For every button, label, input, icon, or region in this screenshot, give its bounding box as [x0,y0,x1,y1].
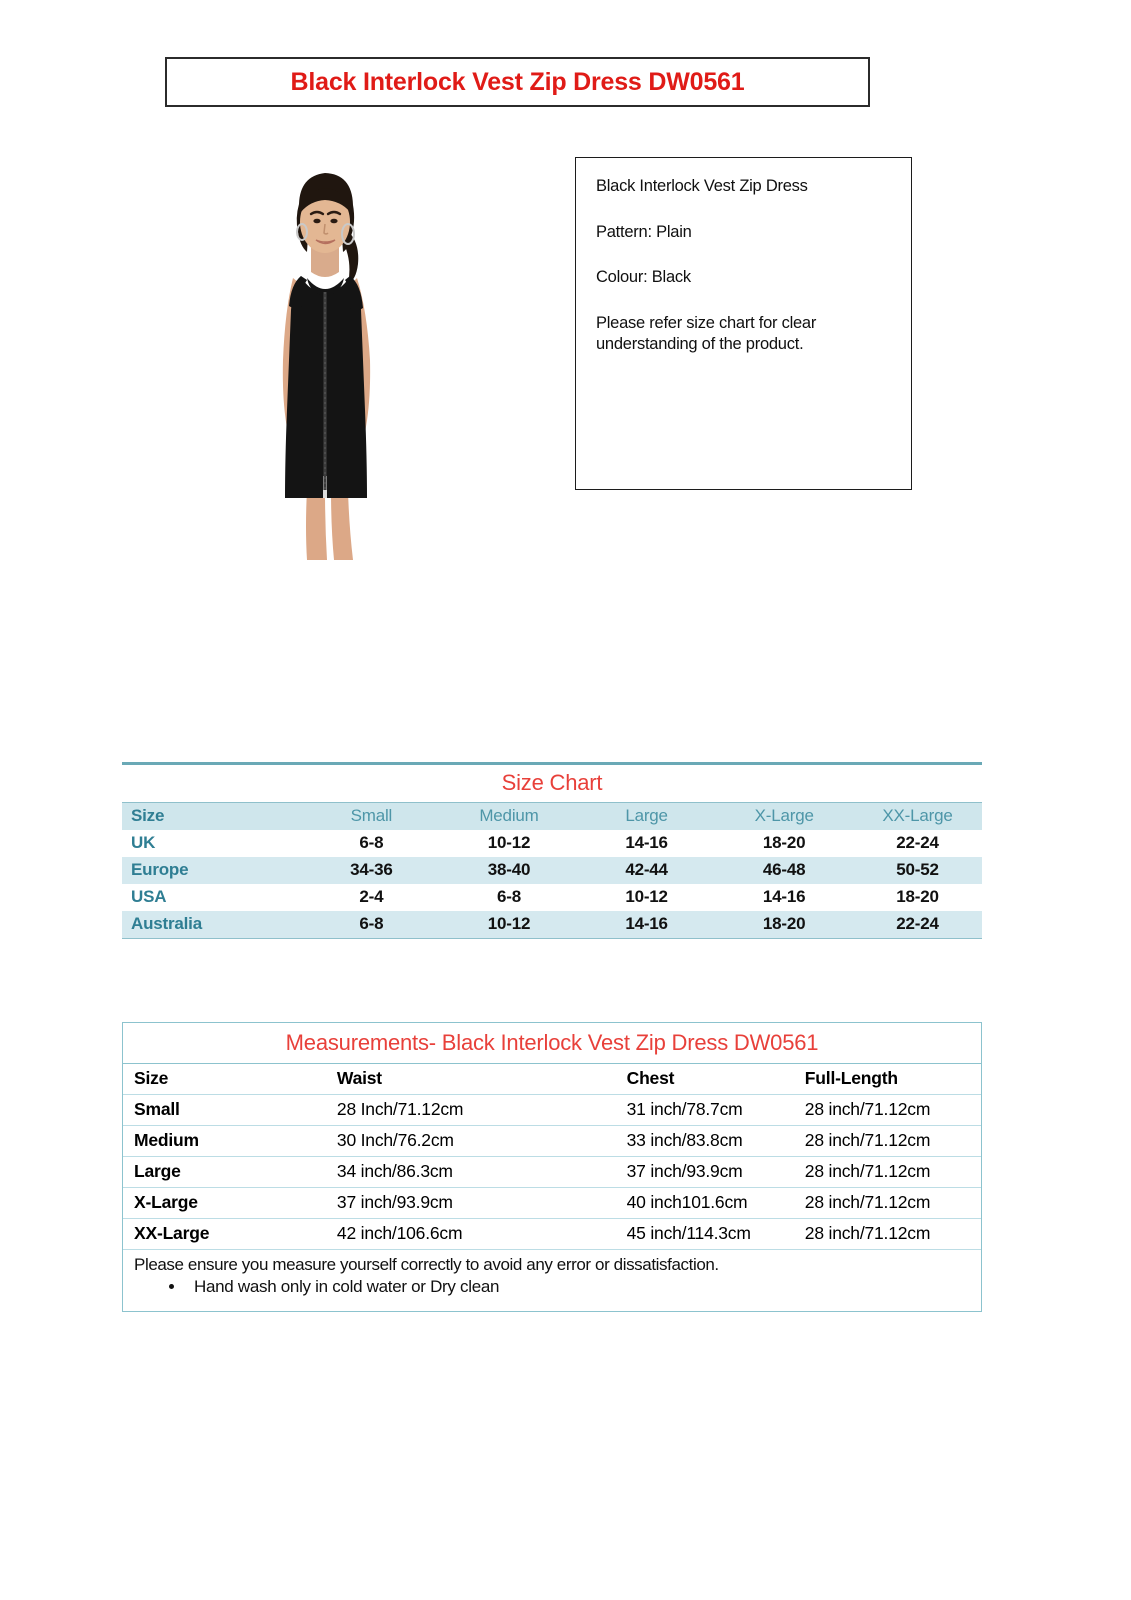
table-row [122,830,982,857]
product-photo [215,160,435,560]
model-illustration [215,160,435,560]
measurements-size: XX-Large [123,1219,329,1250]
measurements-chest: 45 inch/114.3cm [621,1219,801,1250]
page-title: Black Interlock Vest Zip Dress DW0561 [290,67,745,96]
size-chart-cell: 18-20 [762,832,806,852]
measurements-header-chest: Chest [621,1064,801,1095]
size-chart-cell: 10-12 [625,886,668,906]
size-chart-header-size: Size [122,802,303,830]
size-chart-cell: 10-12 [440,911,578,939]
size-chart-header-medium: Medium [440,802,578,830]
measurements-header-size: Size [123,1064,329,1095]
measurements-size: Small [123,1095,329,1126]
list-item: • Hand wash only in cold water or Dry clean [186,1277,981,1297]
size-chart-cell: 50-52 [853,857,982,884]
measurements-header-length: Full-Length [801,1064,981,1095]
measurements-size: X-Large [123,1188,329,1219]
size-chart-title: Size Chart [501,769,603,795]
size-chart-cell: 14-16 [578,911,716,939]
size-chart-table [122,802,982,939]
size-chart-cell: 18-20 [896,886,939,906]
document-title-box [165,57,870,107]
size-chart-header-xlarge: X-Large [715,802,853,830]
table-row [122,884,982,911]
table-row [123,1219,981,1250]
description-colour: Colour: Black [596,268,691,287]
measurements-waist: 34 inch/86.3cm [329,1157,621,1188]
measurements-waist: 28 Inch/71.12cm [329,1095,621,1126]
measurements-length: 28 inch/71.12cm [801,1219,981,1250]
description-pattern: Pattern: Plain [596,222,692,241]
description-note-line2: understanding of the product. [596,334,804,353]
measurements-table [123,1064,981,1250]
table-row [123,1126,981,1157]
measurements-length: 28 inch/71.12cm [801,1126,981,1157]
measurements-note: Please ensure you measure yourself correctly to avoid any error or dissatisfaction. [134,1255,719,1274]
size-chart-cell: 18-20 [715,911,853,939]
size-chart-row-label-europe: Europe [122,857,303,884]
description-note [596,313,911,354]
description-note-line1: Please refer size chart for clear [596,313,817,332]
table-row [123,1095,981,1126]
size-chart-row-label-uk: UK [131,832,156,852]
measurements-length: 28 inch/71.12cm [801,1188,981,1219]
size-chart-cell: 6-8 [359,832,384,852]
size-chart-cell: 42-44 [578,857,716,884]
measurements-header-waist: Waist [329,1064,621,1095]
table-row [122,911,982,939]
size-chart-cell: 46-48 [715,857,853,884]
size-chart-row-label-australia: Australia [122,911,303,939]
measurements-chest: 31 inch/78.7cm [621,1095,801,1126]
measurements-chest: 37 inch/93.9cm [621,1157,801,1188]
measurements-title: Measurements- Black Interlock Vest Zip Dress DW0561 [123,1023,981,1064]
measurements-waist: 37 inch/93.9cm [329,1188,621,1219]
measurements-size: Medium [123,1126,329,1157]
size-chart-header-small: Small [303,802,441,830]
size-chart-row-label-usa: USA [131,886,167,906]
measurements-size: Large [123,1157,329,1188]
measurements-length: 28 inch/71.12cm [801,1095,981,1126]
size-chart-cell: 14-16 [762,886,806,906]
measurements-chest: 33 inch/83.8cm [621,1126,801,1157]
size-chart-header-xxlarge: XX-Large [853,802,982,830]
description-product-name: Black Interlock Vest Zip Dress [596,177,808,195]
size-chart-cell: 6-8 [496,886,521,906]
size-chart-cell: 22-24 [896,832,939,852]
care-instructions-list [123,1277,981,1311]
size-chart-section [122,762,982,939]
size-chart-cell: 14-16 [625,832,668,852]
size-chart-cell: 22-24 [853,911,982,939]
size-chart-cell: 6-8 [303,911,441,939]
size-chart-cell: 38-40 [440,857,578,884]
table-row [122,857,982,884]
table-row [123,1157,981,1188]
measurements-waist: 42 inch/106.6cm [329,1219,621,1250]
measurements-waist: 30 Inch/76.2cm [329,1126,621,1157]
size-chart-header-row [122,802,982,830]
measurements-chest: 40 inch101.6cm [621,1188,801,1219]
size-chart-header-large: Large [578,802,716,830]
product-description-box [575,157,912,490]
measurements-header-row [123,1064,981,1095]
table-row [123,1188,981,1219]
size-chart-cell: 10-12 [487,832,531,852]
size-chart-cell: 34-36 [303,857,441,884]
size-chart-cell: 2-4 [359,886,384,906]
measurements-section [122,1022,982,1312]
measurements-length: 28 inch/71.12cm [801,1157,981,1188]
